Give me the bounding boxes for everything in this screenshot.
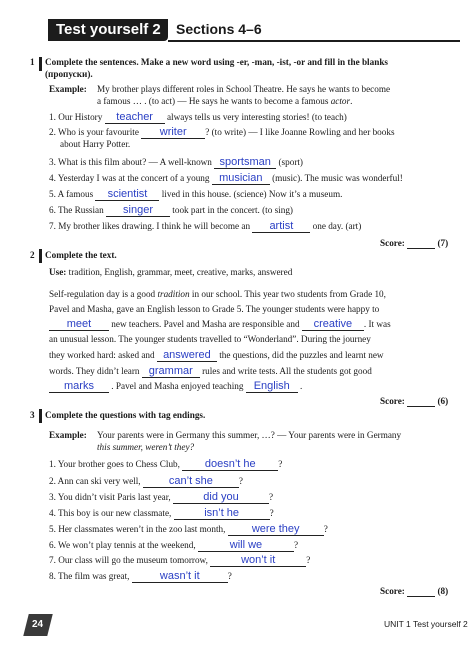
answer-blank[interactable] bbox=[182, 459, 278, 471]
ex2-bar bbox=[39, 249, 42, 263]
use-label: Use: bbox=[49, 267, 67, 277]
ex3-example-label: Example: bbox=[49, 430, 87, 440]
score-max: (7) bbox=[437, 238, 449, 248]
score-blank[interactable] bbox=[407, 239, 435, 249]
item-text: (music). The music was wonderful! bbox=[272, 173, 403, 183]
answer: isn’t he bbox=[204, 507, 240, 519]
item-text: lived in this house. (science) Now it’s a museum. bbox=[161, 189, 343, 199]
ex3-number: 3 bbox=[30, 410, 35, 420]
item-text: 3. What is this film about? — A well-known bbox=[49, 157, 212, 167]
ex1-example-line2 bbox=[97, 97, 352, 106]
text: new teachers. Pavel and Masha are responsible and bbox=[111, 319, 300, 329]
item-text: 6. We won’t play tennis at the weekend, bbox=[49, 540, 196, 550]
ex1-item bbox=[49, 173, 403, 185]
score-label: Score: bbox=[380, 396, 405, 406]
answer: were they bbox=[251, 523, 300, 535]
answer: teacher bbox=[116, 111, 153, 123]
ex2-score bbox=[380, 397, 448, 407]
ex1-example-text: a famous … . (to act) — He says he wants to become a famous bbox=[97, 96, 329, 106]
text: they worked hard: asked and bbox=[49, 350, 155, 360]
sections-label: Sections 4–6 bbox=[176, 21, 262, 37]
ex2-text-line: an unusual lesson. The younger students travelled to “Wonderland”. During the journey bbox=[49, 334, 371, 344]
ex3-item bbox=[49, 459, 282, 471]
ex3-item bbox=[49, 571, 232, 583]
ex1-instruction-1: Complete the sentences. Make a new word using -er, -man, -ist, -or and fill in the blanks bbox=[45, 57, 389, 67]
item-text: 5. A famous bbox=[49, 189, 94, 199]
text: rules and write tests. All the students got good bbox=[202, 366, 372, 376]
answer: will we bbox=[229, 539, 263, 551]
ex1-item bbox=[49, 221, 361, 233]
ex3-example-line1: Your parents were in Germany this summer, …? — Your parents were in Germany bbox=[97, 430, 402, 440]
answer-blank[interactable] bbox=[212, 173, 270, 185]
score-blank[interactable] bbox=[407, 397, 435, 407]
answer: answered bbox=[163, 349, 211, 361]
ex1-item bbox=[49, 127, 395, 139]
answer: English bbox=[253, 380, 290, 392]
ex3-item bbox=[49, 555, 310, 567]
ex2-text-line bbox=[49, 381, 302, 393]
answer-blank[interactable] bbox=[302, 319, 364, 331]
answer: won’t it bbox=[241, 554, 276, 566]
item-text: 4. Yesterday I was at the concert of a young bbox=[49, 173, 210, 183]
score-blank[interactable] bbox=[407, 587, 435, 597]
ex3-item bbox=[49, 540, 298, 552]
example-word: tradition bbox=[157, 289, 190, 299]
answer: did you bbox=[203, 491, 239, 503]
answer-blank[interactable] bbox=[157, 350, 217, 362]
text: . It was bbox=[363, 319, 391, 329]
ex2-number: 2 bbox=[30, 250, 35, 260]
item-text: took part in the concert. (to sing) bbox=[172, 205, 293, 215]
ex1-item-continued: about Harry Potter. bbox=[60, 139, 131, 149]
ex3-instruction: Complete the questions with tag endings. bbox=[45, 410, 206, 420]
answer: can’t she bbox=[168, 475, 213, 487]
text: in our school. This year two students from Grade 10, bbox=[189, 289, 386, 299]
answer-blank[interactable] bbox=[142, 366, 200, 378]
item-text: ? bbox=[269, 492, 274, 502]
item-text: 7. Our class will go the museum tomorrow, bbox=[49, 555, 208, 565]
item-text: 2. Who is your favourite bbox=[49, 127, 139, 137]
text: . Pavel and Masha enjoyed teaching bbox=[111, 381, 244, 391]
answer-blank[interactable] bbox=[174, 508, 270, 520]
answer: musician bbox=[219, 172, 263, 184]
answer-blank[interactable] bbox=[214, 157, 276, 169]
answer: creative bbox=[313, 318, 353, 330]
item-text: ? bbox=[278, 459, 283, 469]
ex1-example-line1: My brother plays different roles in School Theatre. He says he wants to become bbox=[97, 84, 391, 94]
item-text: 5. Her classmates weren’t in the zoo last month, bbox=[49, 524, 226, 534]
page-number-badge bbox=[23, 614, 52, 636]
answer: wasn’t it bbox=[159, 570, 200, 582]
header-rule bbox=[168, 40, 460, 42]
text: words. They didn’t learn bbox=[49, 366, 140, 376]
use-words: tradition, English, grammar, meet, creative, marks, answered bbox=[68, 267, 293, 277]
score-max: (8) bbox=[437, 586, 449, 596]
answer-blank[interactable] bbox=[143, 476, 239, 488]
item-text: ? (to write) — I like Joanne Rowling and her books bbox=[205, 127, 395, 137]
page-title: Test yourself 2 bbox=[56, 21, 161, 38]
ex1-item bbox=[49, 189, 342, 201]
answer: singer bbox=[123, 204, 153, 216]
answer-blank[interactable] bbox=[173, 492, 269, 504]
item-text: ? bbox=[238, 476, 243, 486]
ex2-text-line bbox=[49, 350, 384, 362]
ex1-number: 1 bbox=[30, 57, 35, 67]
answer-blank[interactable] bbox=[228, 524, 324, 536]
answer-blank[interactable] bbox=[198, 540, 294, 552]
answer-blank[interactable] bbox=[141, 127, 205, 139]
answer-blank[interactable] bbox=[49, 319, 109, 331]
footer-unit: UNIT 1 Test yourself 2 bbox=[384, 619, 468, 629]
answer-blank[interactable] bbox=[132, 571, 228, 583]
answer: scientist bbox=[107, 188, 148, 200]
ex3-item bbox=[49, 508, 274, 520]
item-text: ? bbox=[269, 508, 274, 518]
item-text: 8. The film was great, bbox=[49, 571, 130, 581]
ex1-item bbox=[49, 112, 347, 124]
ex2-text-line: Pavel and Masha, gave an English lesson to Grade 5. The younger students were happy to bbox=[49, 304, 380, 314]
answer-blank[interactable] bbox=[106, 205, 170, 217]
answer-blank[interactable] bbox=[252, 221, 310, 233]
ex2-text-line bbox=[49, 290, 386, 299]
answer: doesn’t he bbox=[204, 458, 256, 470]
ex3-item bbox=[49, 524, 328, 536]
ex1-instruction-2: (пропуски). bbox=[45, 69, 93, 79]
answer-blank[interactable] bbox=[49, 381, 109, 393]
ex3-bar bbox=[39, 409, 42, 423]
ex2-text-line bbox=[49, 319, 391, 331]
ex2-text-line bbox=[49, 366, 372, 378]
score-label: Score: bbox=[380, 586, 405, 596]
answer: writer bbox=[159, 126, 187, 138]
item-text: ? bbox=[323, 524, 328, 534]
item-text: 1. Our History bbox=[49, 112, 103, 122]
ex1-item bbox=[49, 205, 293, 217]
ex3-item bbox=[49, 492, 273, 504]
answer-blank[interactable] bbox=[95, 189, 159, 201]
ex2-use bbox=[49, 268, 292, 277]
ex3-score bbox=[380, 587, 448, 597]
item-text: (sport) bbox=[278, 157, 303, 167]
answer: marks bbox=[64, 380, 94, 392]
ex1-score bbox=[380, 239, 448, 249]
item-text: one day. (art) bbox=[312, 221, 362, 231]
item-text: ? bbox=[227, 571, 232, 581]
item-text: 3. You didn’t visit Paris last year, bbox=[49, 492, 171, 502]
answer-blank[interactable] bbox=[105, 112, 165, 124]
item-text: always tells us very interesting stories! (to teach) bbox=[166, 112, 347, 122]
answer: meet bbox=[66, 318, 92, 330]
page-number: 24 bbox=[32, 619, 44, 630]
score-label: Score: bbox=[380, 238, 405, 248]
answer: grammar bbox=[148, 365, 193, 377]
ex1-example-end: . bbox=[350, 96, 353, 106]
text: the questions, did the puzzles and learnt new bbox=[219, 350, 384, 360]
answer-blank[interactable] bbox=[210, 555, 306, 567]
item-text: 7. My brother likes drawing. I think he will become an bbox=[49, 221, 251, 231]
item-text: ? bbox=[306, 555, 311, 565]
ex1-item bbox=[49, 157, 303, 169]
answer: sportsman bbox=[219, 156, 271, 168]
text: . bbox=[300, 381, 303, 391]
ex1-example-answer: actor bbox=[330, 96, 351, 106]
ex2-instruction: Complete the text. bbox=[45, 250, 117, 260]
text: Self-regulation day is a good bbox=[49, 289, 158, 299]
item-text: ? bbox=[293, 540, 299, 550]
item-text: 2. Ann can ski very well, bbox=[49, 476, 141, 486]
answer: artist bbox=[269, 220, 294, 232]
item-text: 4. This boy is our new classmate, bbox=[49, 508, 172, 518]
item-text: 6. The Russian bbox=[49, 205, 104, 215]
score-max: (6) bbox=[437, 396, 449, 406]
ex3-item bbox=[49, 476, 243, 488]
ex1-example-label: Example: bbox=[49, 84, 87, 94]
ex3-example-line2: this summer, weren’t they? bbox=[97, 442, 195, 452]
item-text: 1. Your brother goes to Chess Club, bbox=[49, 459, 180, 469]
ex1-bar bbox=[39, 57, 42, 71]
answer-blank[interactable] bbox=[246, 381, 298, 393]
